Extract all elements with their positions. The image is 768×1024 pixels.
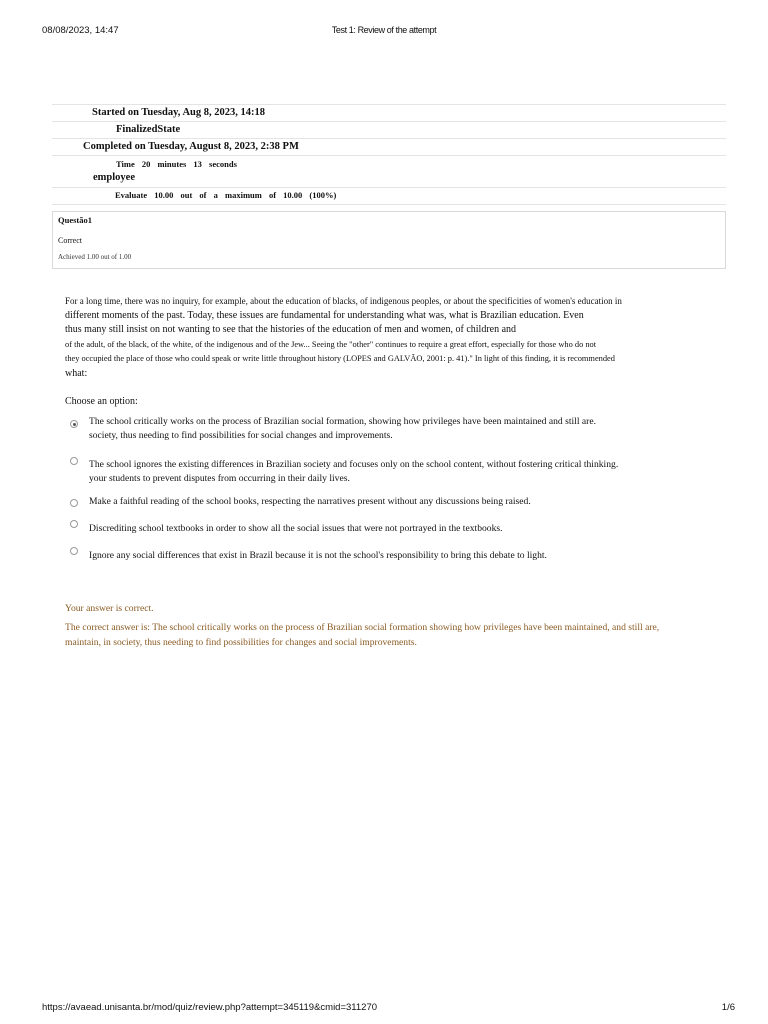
answer-line: Ignore any social differences that exist in Brazil because it is not the school's responsibility to bring this debate to light.: [89, 550, 547, 561]
question-text-line: different moments of the past. Today, these issues are fundamental for understanding what was, what is Brazilian education. Even: [65, 309, 584, 321]
answer-line: your students to prevent disputes from occurring in their daily lives.: [89, 473, 350, 484]
time-row: [52, 155, 726, 187]
question-text-line: of the adult, of the black, of the white, of the indigenous and of the Jew... Seeing the "other" continues to require a great effort, especially for those who do not: [65, 339, 597, 349]
question-text-line: thus many still insist on not wanting to see that the histories of the education of men and women, of children and: [65, 324, 517, 335]
state-row: [52, 121, 726, 138]
evaluate-text: Evaluate 10.00 out of a maximum of 10.00 (100%): [115, 190, 337, 200]
answer-line: Discrediting school textbooks in order to show all the social issues that were not portrayed in the textbooks.: [89, 523, 503, 534]
print-date: 08/08/2023, 14:47: [42, 25, 119, 36]
answer-option-text: [89, 522, 669, 536]
time-text: Time 20 minutes 13 seconds: [116, 159, 237, 169]
radio-button[interactable]: [70, 520, 78, 528]
correct-answer-line: maintain, in society, thus needing to find possibilities for changes and social improvements.: [65, 637, 417, 648]
page-url: https://avaead.unisanta.br/mod/quiz/review.php?attempt=345119&cmid=311270: [42, 1002, 378, 1013]
correct-answer-line: The correct answer is: The school critically works on the process of Brazilian social formation showing how privileges have been maintained, and still are,: [65, 622, 660, 633]
feedback-result: Your answer is correct.: [65, 603, 154, 614]
attempt-summary: [52, 104, 726, 205]
question-number: Questão1: [58, 215, 92, 225]
radio-button[interactable]: [70, 457, 78, 465]
radio-button[interactable]: [70, 499, 78, 507]
print-title: Test 1: Review of the attempt: [331, 25, 437, 35]
question-text-line: they occupied the place of those who could speak or write little throughout history (LOPES and GALVÃO, 2001: p. 41)." In light of this finding, it is recommended: [65, 354, 615, 363]
question-text-line: For a long time, there was no inquiry, for example, about the education of blacks, of indigenous peoples, or about the specificities of women's education in: [65, 296, 622, 306]
answer-line: The school critically works on the process of Brazilian social formation, showing how privileges have been maintained and still are.: [89, 416, 596, 427]
completed-row: [52, 138, 726, 155]
question-info-box: [52, 211, 726, 269]
employee-text: employee: [93, 172, 135, 183]
print-footer: [42, 1002, 735, 1016]
feedback: [65, 601, 705, 650]
answer-option-text: [89, 495, 669, 509]
question-grade: Achieved 1.00 out of 1.00: [58, 253, 132, 261]
answer-option-text: [89, 549, 669, 563]
started-text: Started on Tuesday, Aug 8, 2023, 14:18: [92, 107, 265, 118]
radio-button-selected[interactable]: [70, 420, 78, 428]
completed-text: Completed on Tuesday, August 8, 2023, 2:38 PM: [83, 141, 299, 152]
answer-option-text: [89, 458, 669, 486]
answer-line: society, thus needing to find possibilities for social changes and improvements.: [89, 430, 393, 441]
question-status: Correct: [58, 236, 82, 245]
radio-button[interactable]: [70, 547, 78, 555]
answer-line: Make a faithful reading of the school books, respecting the narratives present without any discussions being raised.: [89, 496, 531, 507]
answer-option-text: [89, 415, 669, 443]
answer-line: The school ignores the existing differences in Brazilian society and focuses only on the school content, without fostering critical thinking.: [89, 459, 619, 470]
choose-prompt: Choose an option:: [65, 396, 138, 407]
question-text-line: what:: [65, 367, 88, 379]
question-text: [65, 294, 665, 381]
print-header: [42, 25, 726, 39]
page-number: 1/6: [721, 1002, 735, 1013]
started-row: [52, 104, 726, 121]
evaluate-row: [52, 187, 726, 205]
state-text: FinalizedState: [116, 124, 181, 135]
